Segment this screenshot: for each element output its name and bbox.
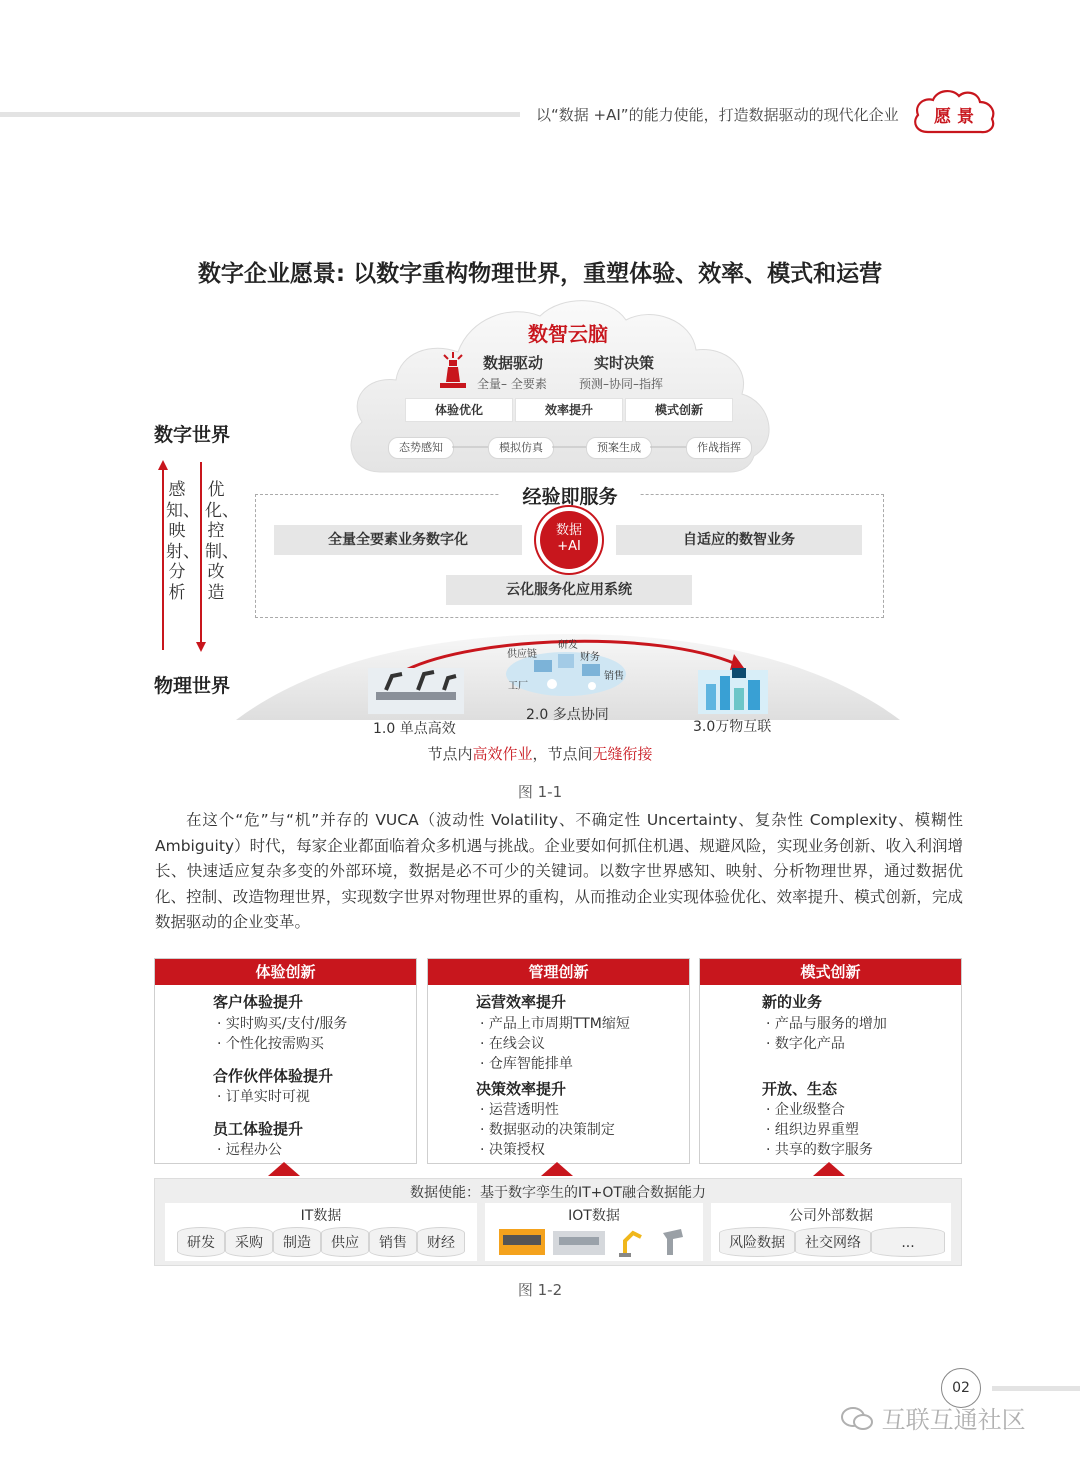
stage2-finance-label: 财务 <box>580 652 600 663</box>
column-head: 体验创新 <box>155 959 416 985</box>
cloud-pill-command: 作战指挥 <box>686 437 752 459</box>
iot-city-image <box>698 668 768 714</box>
body-paragraph: 在这个“危”与“机”并存的 VUCA（波动性 Volatility、不确定性 Uncertainty、复杂性 Complexity、模糊性 Ambiguity）时代，每家企业都面临着众多机遇与挑战。企业要如何抓住机遇、规避风险，实现业务创新、收入利润增长、快速适应复杂多变的外部环境，数据是必不可少的关键词。以数字世界感知、映射、分析物理世界，通过数据优化、控制、改造物理世界，实现数字世界对物理世界的重构，从而推动企业实现体验优化、效率提升、模式创新，完成数据驱动的企业变革。 <box>155 811 963 931</box>
iot-data-title: IOT数据 <box>568 1208 620 1224</box>
node-line-p2: ，节点间 <box>532 745 593 763</box>
group-title: 员工体验提升 <box>213 1120 304 1138</box>
arrow-up-icon <box>813 1162 845 1176</box>
experience-service-title: 经验即服务 <box>500 482 640 509</box>
header-tagline: 以“数据 +AI”的能力使能，打造数据驱动的现代化企业 <box>536 106 899 124</box>
robot-arm-icon <box>619 1233 641 1257</box>
iot-devices-icons <box>497 1223 697 1259</box>
group-item: · 数据驱动的决策制定 <box>480 1122 615 1138</box>
stage2-supply-label: 供应链 <box>507 649 537 660</box>
footer-rule <box>992 1386 1080 1391</box>
data-enablement-title: 数据使能：基于数字孪生的IT+OT融合数据能力 <box>410 1185 706 1201</box>
group-item: · 产品与服务的增加 <box>766 1016 887 1032</box>
figure1-caption: 图 1-1 <box>517 783 563 801</box>
it-cylinder: 制造 <box>273 1227 321 1257</box>
stage3-label: 3.0万物互联 <box>693 719 772 735</box>
figure2-caption: 图 1-2 <box>517 1281 563 1299</box>
it-cylinder: 采购 <box>225 1227 273 1257</box>
badge-label: 愿 景 <box>934 107 974 127</box>
it-cylinder: 研发 <box>177 1227 225 1257</box>
data-ai-circle <box>540 511 598 569</box>
it-cylinder: 财经 <box>417 1227 465 1257</box>
data-driven-sub: 全量– 全要素 <box>477 377 547 391</box>
data-driven-title: 数据驱动 <box>483 354 544 372</box>
cloud-pill-plan: 预案生成 <box>586 437 652 459</box>
it-cylinder: 销售 <box>369 1227 417 1257</box>
group-item: · 远程办公 <box>217 1142 282 1158</box>
external-data-title: 公司外部数据 <box>789 1208 873 1224</box>
stage2-rd-label: 研发 <box>558 640 578 651</box>
stage2-sales-label: 销售 <box>604 671 624 682</box>
group-item: · 在线会议 <box>480 1036 545 1052</box>
group-title: 合作伙伴体验提升 <box>213 1067 334 1085</box>
column-head: 模式创新 <box>700 959 961 985</box>
ext-cylinder: 社交网络 <box>795 1227 871 1257</box>
ext-cylinder: ... <box>871 1227 945 1257</box>
robot-arms-image <box>368 668 464 714</box>
perceive-map-analyze-text: 感知、映射、分析 <box>166 480 200 603</box>
node-line-r1: 高效作业 <box>472 745 533 763</box>
group-item: · 实时购买/支付/服务 <box>217 1016 348 1032</box>
machine-icon <box>553 1231 605 1255</box>
factory-line-icon <box>499 1229 545 1255</box>
group-item: · 仓库智能排单 <box>480 1056 573 1072</box>
full-digitalization-box: 全量全要素业务数字化 <box>274 525 522 555</box>
iot-data-panel <box>485 1203 703 1261</box>
ai-circle-line2: +AI <box>557 539 581 554</box>
cloud-box-model: 模式创新 <box>625 398 733 422</box>
group-title: 开放、生态 <box>762 1080 838 1098</box>
watermark <box>840 1400 1026 1435</box>
group-item: · 产品上市周期TTM缩短 <box>480 1016 630 1032</box>
figure1-title: 数字企业愿景: 以数字重构物理世界，重塑体验、效率、模式和运营 <box>197 261 883 287</box>
column-model-innovation <box>699 958 962 1164</box>
node-line-r2: 无缝衔接 <box>592 745 653 763</box>
column-head: 管理创新 <box>428 959 689 985</box>
header-rule <box>0 112 520 117</box>
group-item: · 订单实时可视 <box>217 1089 310 1105</box>
cloud-pill-situation: 态势感知 <box>388 437 454 459</box>
group-item: · 个性化按需购买 <box>217 1036 324 1052</box>
realtime-decision-title: 实时决策 <box>594 354 655 372</box>
arrow-up-icon <box>268 1162 300 1176</box>
pill-connectors <box>452 446 688 450</box>
ai-circle-line1: 数据 <box>555 523 582 538</box>
group-item: · 决策授权 <box>480 1142 545 1158</box>
page-number: 02 <box>941 1368 981 1408</box>
group-item: · 共享的数字服务 <box>766 1142 873 1158</box>
node-line-p1: 节点内 <box>427 745 473 763</box>
adaptive-business-box: 自适应的数智业务 <box>616 525 862 555</box>
scanner-icon <box>663 1229 683 1255</box>
group-item: · 企业级整合 <box>766 1102 845 1118</box>
vision-badge <box>910 86 998 138</box>
group-title: 运营效率提升 <box>476 993 567 1011</box>
group-title: 新的业务 <box>762 993 823 1011</box>
group-title: 客户体验提升 <box>213 993 304 1011</box>
watermark-text: 互联互通社区 <box>881 1406 1026 1434</box>
external-data-panel <box>711 1203 951 1261</box>
stage2-factory-label: 工厂 <box>508 681 528 692</box>
group-title: 决策效率提升 <box>476 1080 567 1098</box>
ext-cylinder: 风险数据 <box>719 1227 795 1257</box>
lighthouse-icon <box>436 350 470 390</box>
realtime-decision-sub: 预测–协同–指挥 <box>579 377 664 391</box>
stage1-label: 1.0 单点高效 <box>373 721 456 737</box>
cloud-box-efficiency: 效率提升 <box>515 398 623 422</box>
cloud-box-experience: 体验优化 <box>405 398 513 422</box>
it-data-title: IT数据 <box>300 1208 342 1224</box>
digital-world-label: 数字世界 <box>154 424 231 446</box>
it-data-panel <box>165 1203 477 1261</box>
wechat-icon <box>840 1406 874 1432</box>
stage2-label: 2.0 多点协同 <box>526 707 609 723</box>
cloud-app-system-box: 云化服务化应用系统 <box>446 575 692 605</box>
arrow-up-icon <box>541 1162 573 1176</box>
physical-world-label: 物理世界 <box>154 675 231 697</box>
optimize-control-transform-text: 优化、控制、改造 <box>205 480 239 603</box>
cloud-title: 数智云脑 <box>528 322 608 346</box>
node-efficiency-line <box>0 743 1080 764</box>
cloud-pill-simulation: 模拟仿真 <box>488 437 554 459</box>
column-management-innovation <box>427 958 690 1164</box>
data-enablement-panel <box>154 1178 962 1266</box>
group-item: · 组织边界重塑 <box>766 1122 859 1138</box>
column-experience-innovation <box>154 958 417 1164</box>
group-item: · 运营透明性 <box>480 1102 559 1118</box>
it-cylinder: 供应 <box>321 1227 369 1257</box>
group-item: · 数字化产品 <box>766 1036 845 1052</box>
